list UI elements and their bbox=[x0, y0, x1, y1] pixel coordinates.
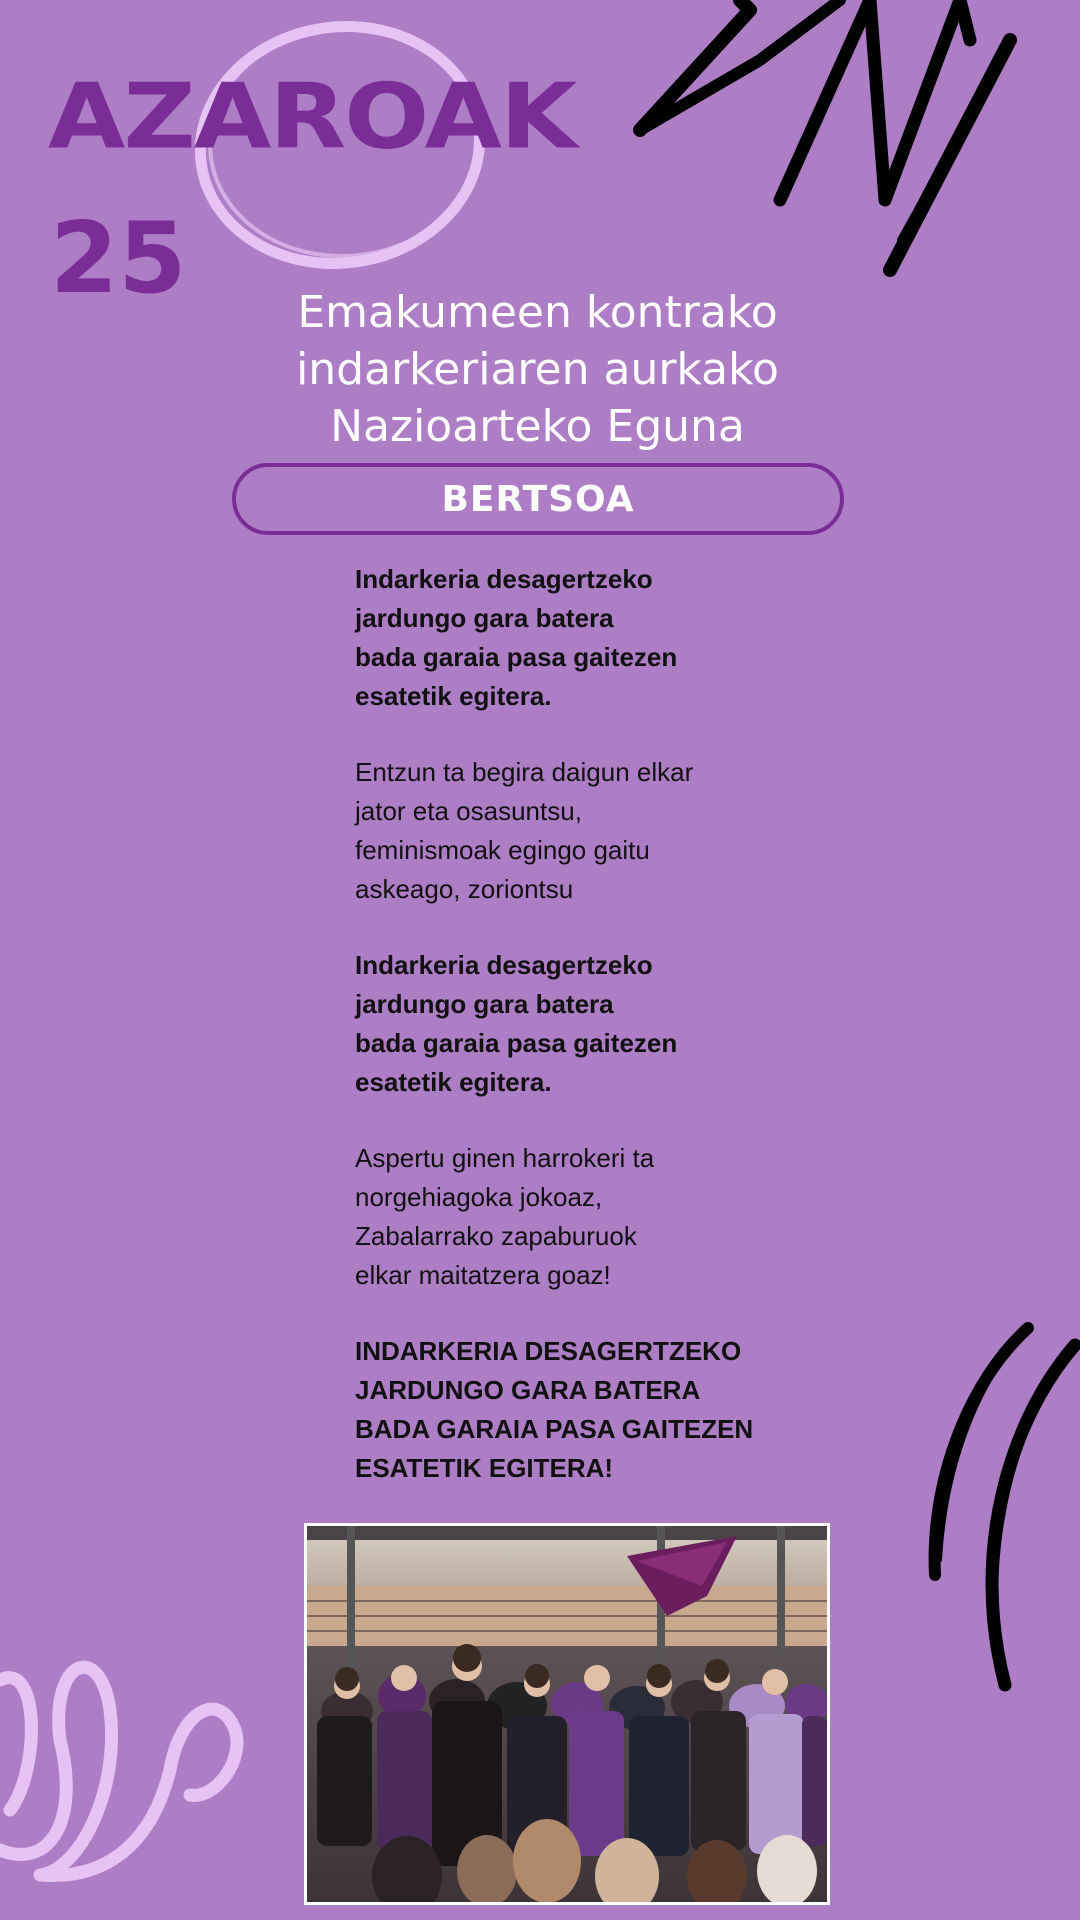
lilac-loop-scribble bbox=[0, 1620, 260, 1890]
poem-line: askeago, zoriontsu bbox=[355, 874, 574, 904]
poem-line: Aspertu ginen harrokeri ta bbox=[355, 1143, 655, 1173]
poem-line: INDARKERIA DESAGERTZEKO bbox=[355, 1336, 742, 1366]
poem-line: jardungo gara batera bbox=[355, 603, 614, 633]
poem-stanza bbox=[355, 1332, 875, 1488]
black-zigzag-scribble bbox=[630, 0, 1030, 290]
subtitle-line: indarkeriaren aurkako bbox=[296, 344, 779, 395]
poem-stanza bbox=[355, 560, 875, 716]
poem-line: BADA GARAIA PASA GAITEZEN bbox=[355, 1414, 754, 1444]
poem-line: Indarkeria desagertzeko bbox=[355, 950, 653, 980]
section-label: BERTSOA bbox=[441, 478, 635, 520]
poem-line: norgehiagoka jokoaz, bbox=[355, 1182, 603, 1212]
poem-line: jardungo gara batera bbox=[355, 989, 614, 1019]
poem-line: bada garaia pasa gaitezen bbox=[355, 642, 678, 672]
poem bbox=[355, 560, 875, 1525]
poem-line: Zabalarrako zapaburuok bbox=[355, 1221, 637, 1251]
poem-line: JARDUNGO GARA BATERA bbox=[355, 1375, 701, 1405]
black-stroke-scribble bbox=[900, 1320, 1080, 1700]
poem-stanza bbox=[355, 1139, 875, 1295]
title-month: AZAROAK bbox=[48, 63, 576, 170]
poem-line: esatetik egitera. bbox=[355, 1067, 552, 1097]
section-pill bbox=[232, 463, 844, 535]
subtitle bbox=[230, 284, 845, 455]
poem-line: feminismoak egingo gaitu bbox=[355, 835, 650, 865]
poem-line: ESATETIK EGITERA! bbox=[355, 1453, 614, 1483]
poem-line: bada garaia pasa gaitezen bbox=[355, 1028, 678, 1058]
title-day: 25 bbox=[50, 202, 187, 316]
poem-line: jator eta osasuntsu, bbox=[355, 796, 582, 826]
poem-line: esatetik egitera. bbox=[355, 681, 552, 711]
subtitle-line: Emakumeen kontrako bbox=[297, 287, 778, 338]
group-photo-illustration bbox=[307, 1526, 827, 1902]
poem-line: Indarkeria desagertzeko bbox=[355, 564, 653, 594]
poem-stanza bbox=[355, 946, 875, 1102]
subtitle-line: Nazioarteko Eguna bbox=[330, 401, 745, 452]
poem-line: Entzun ta begira daigun elkar bbox=[355, 757, 694, 787]
poem-stanza bbox=[355, 753, 875, 909]
group-photo bbox=[304, 1523, 830, 1905]
poem-line: elkar maitatzera goaz! bbox=[355, 1260, 611, 1290]
